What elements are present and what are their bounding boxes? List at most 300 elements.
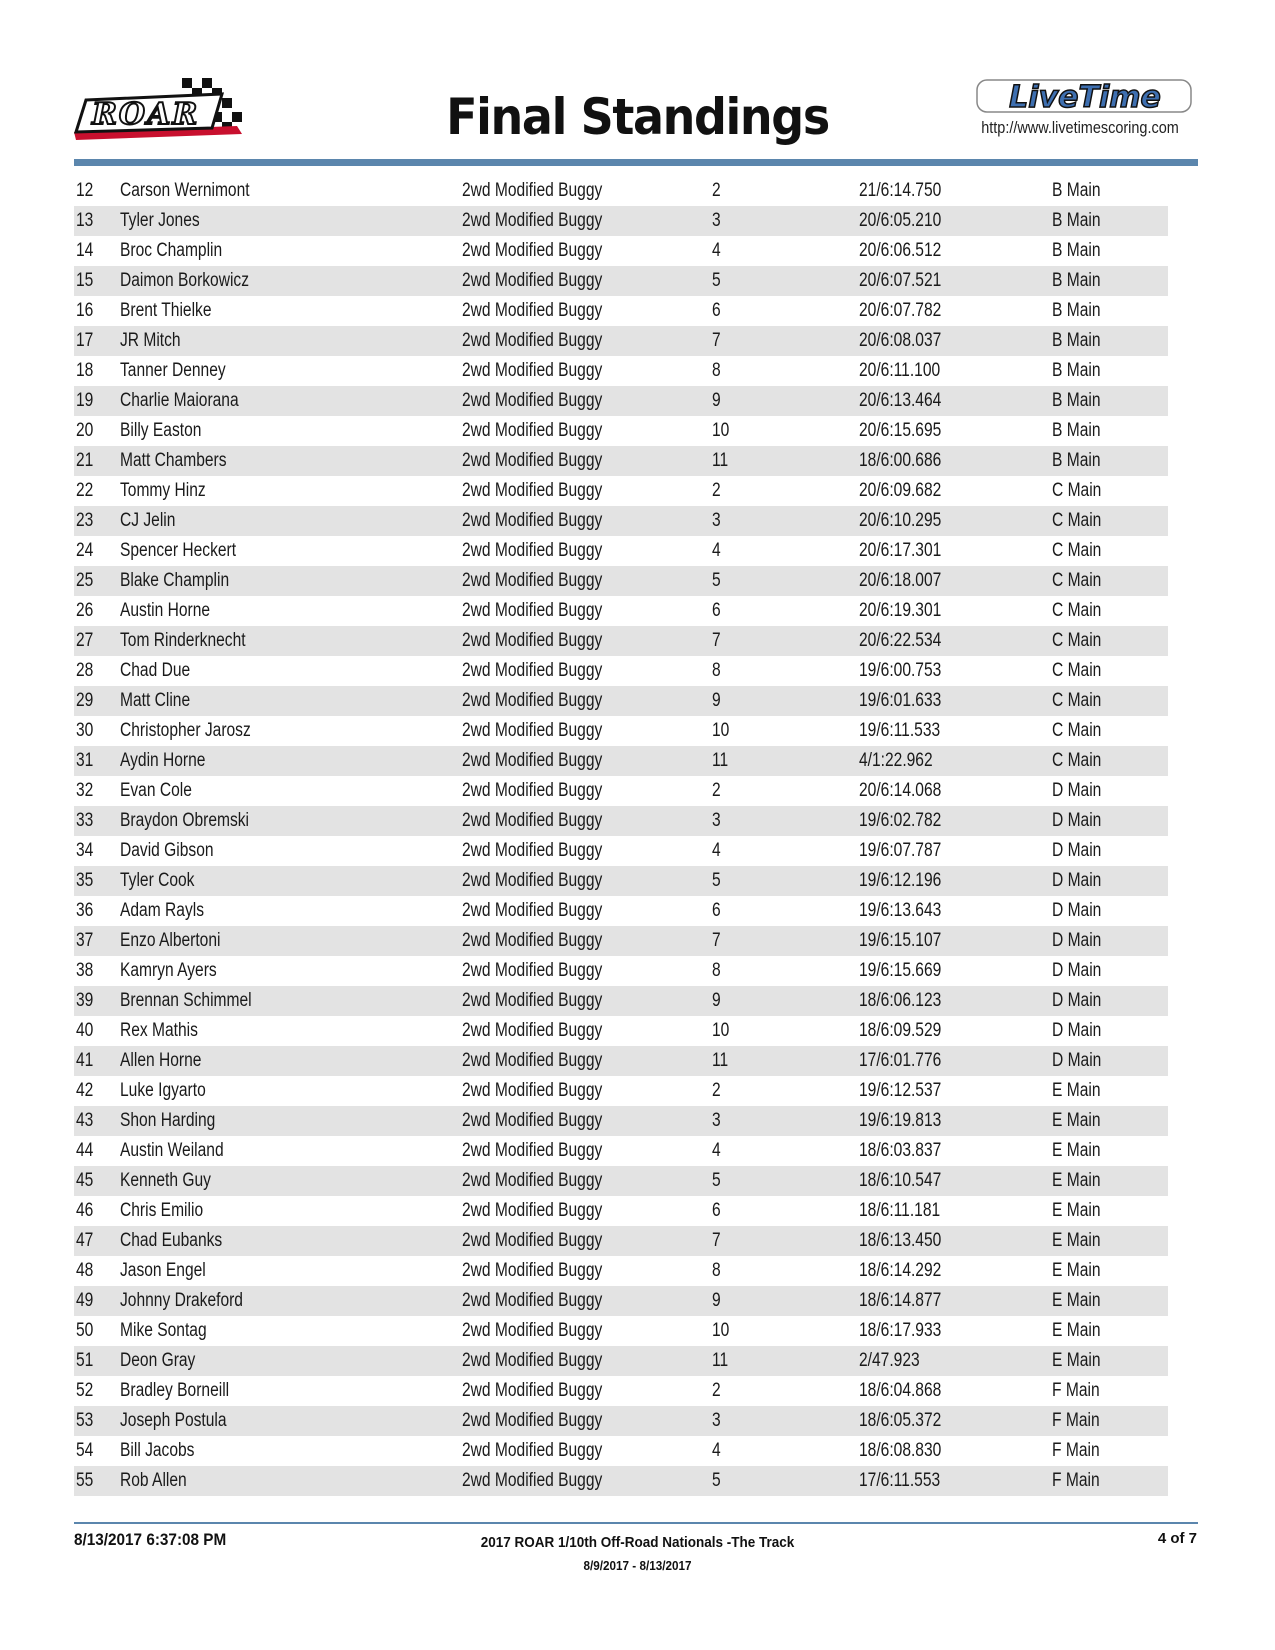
table-row xyxy=(74,1346,1168,1376)
main-cell: E Main xyxy=(1052,1320,1101,1341)
driver-name-cell: Adam Rayls xyxy=(120,900,204,921)
result-cell: 20/6:13.464 xyxy=(859,390,942,411)
table-row xyxy=(74,446,1168,476)
position-cell: 28 xyxy=(76,660,94,681)
result-cell: 18/6:09.529 xyxy=(859,1020,942,1041)
main-cell: D Main xyxy=(1052,900,1102,921)
position-cell: 52 xyxy=(76,1380,94,1401)
result-cell: 20/6:22.534 xyxy=(859,630,942,651)
heat-position-cell: 3 xyxy=(712,1410,721,1431)
table-row xyxy=(74,986,1168,1016)
class-cell: 2wd Modified Buggy xyxy=(462,690,603,711)
heat-position-cell: 5 xyxy=(712,1170,721,1191)
table-row xyxy=(74,356,1168,386)
driver-name-cell: Aydin Horne xyxy=(120,750,206,771)
heat-position-cell: 7 xyxy=(712,630,721,651)
heat-position-cell: 6 xyxy=(712,300,721,321)
driver-name-cell: Tom Rinderknecht xyxy=(120,630,246,651)
driver-name-cell: Chad Due xyxy=(120,660,191,681)
position-cell: 54 xyxy=(76,1440,94,1461)
heat-position-cell: 3 xyxy=(712,1110,721,1131)
position-cell: 23 xyxy=(76,510,94,531)
table-row xyxy=(74,1166,1168,1196)
driver-name-cell: David Gibson xyxy=(120,840,214,861)
class-cell: 2wd Modified Buggy xyxy=(462,1020,603,1041)
heat-position-cell: 10 xyxy=(712,720,730,741)
heat-position-cell: 11 xyxy=(712,450,729,471)
heat-position-cell: 4 xyxy=(712,1140,721,1161)
class-cell: 2wd Modified Buggy xyxy=(462,600,603,621)
driver-name-cell: Matt Chambers xyxy=(120,450,227,471)
position-cell: 49 xyxy=(76,1290,94,1311)
table-row xyxy=(74,266,1168,296)
table-row xyxy=(74,1316,1168,1346)
heat-position-cell: 9 xyxy=(712,390,721,411)
position-cell: 33 xyxy=(76,810,94,831)
result-cell: 4/1:22.962 xyxy=(859,750,933,771)
livetime-url[interactable]: http://www.livetimescoring.com xyxy=(981,118,1179,137)
result-cell: 18/6:14.877 xyxy=(859,1290,942,1311)
heat-position-cell: 2 xyxy=(712,780,721,801)
table-row xyxy=(74,1136,1168,1166)
position-cell: 31 xyxy=(76,750,94,771)
main-cell: B Main xyxy=(1052,180,1101,201)
heat-position-cell: 5 xyxy=(712,870,721,891)
heat-position-cell: 7 xyxy=(712,1230,721,1251)
driver-name-cell: Chris Emilio xyxy=(120,1200,204,1221)
table-row xyxy=(74,296,1168,326)
driver-name-cell: Blake Champlin xyxy=(120,570,230,591)
main-cell: D Main xyxy=(1052,990,1102,1011)
heat-position-cell: 2 xyxy=(712,480,721,501)
position-cell: 13 xyxy=(76,210,94,231)
driver-name-cell: Tyler Cook xyxy=(120,870,195,891)
table-row xyxy=(74,236,1168,266)
result-cell: 19/6:11.533 xyxy=(859,720,941,741)
driver-name-cell: Shon Harding xyxy=(120,1110,216,1131)
class-cell: 2wd Modified Buggy xyxy=(462,390,603,411)
main-cell: C Main xyxy=(1052,480,1102,501)
heat-position-cell: 6 xyxy=(712,600,721,621)
class-cell: 2wd Modified Buggy xyxy=(462,1230,603,1251)
heat-position-cell: 9 xyxy=(712,690,721,711)
result-cell: 19/6:12.196 xyxy=(859,870,942,891)
heat-position-cell: 3 xyxy=(712,210,721,231)
position-cell: 36 xyxy=(76,900,94,921)
heat-position-cell: 9 xyxy=(712,990,721,1011)
table-row xyxy=(74,1196,1168,1226)
roar-logo-text: ROAR xyxy=(92,97,200,132)
result-cell: 21/6:14.750 xyxy=(859,180,942,201)
driver-name-cell: Brennan Schimmel xyxy=(120,990,252,1011)
table-row xyxy=(74,596,1168,626)
main-cell: C Main xyxy=(1052,510,1102,531)
class-cell: 2wd Modified Buggy xyxy=(462,1140,603,1161)
class-cell: 2wd Modified Buggy xyxy=(462,450,603,471)
result-cell: 20/6:07.521 xyxy=(859,270,942,291)
main-cell: B Main xyxy=(1052,420,1101,441)
position-cell: 42 xyxy=(76,1080,94,1101)
class-cell: 2wd Modified Buggy xyxy=(462,1440,603,1461)
table-row xyxy=(74,746,1168,776)
standings-table xyxy=(74,176,1168,1496)
driver-name-cell: Carson Wernimont xyxy=(120,180,250,201)
position-cell: 22 xyxy=(76,480,94,501)
driver-name-cell: Christopher Jarosz xyxy=(120,720,251,741)
table-row xyxy=(74,1106,1168,1136)
driver-name-cell: Evan Cole xyxy=(120,780,192,801)
position-cell: 38 xyxy=(76,960,94,981)
main-cell: E Main xyxy=(1052,1080,1101,1101)
main-cell: B Main xyxy=(1052,270,1101,291)
result-cell: 18/6:13.450 xyxy=(859,1230,942,1251)
heat-position-cell: 5 xyxy=(712,1470,721,1491)
table-row xyxy=(74,1466,1168,1496)
position-cell: 17 xyxy=(76,330,94,351)
heat-position-cell: 10 xyxy=(712,420,730,441)
class-cell: 2wd Modified Buggy xyxy=(462,480,603,501)
result-cell: 20/6:15.695 xyxy=(859,420,942,441)
livetime-logo xyxy=(975,76,1195,116)
result-cell: 20/6:17.301 xyxy=(859,540,942,561)
class-cell: 2wd Modified Buggy xyxy=(462,420,603,441)
heat-position-cell: 4 xyxy=(712,840,721,861)
result-cell: 18/6:05.372 xyxy=(859,1410,942,1431)
main-cell: E Main xyxy=(1052,1110,1101,1131)
driver-name-cell: Braydon Obremski xyxy=(120,810,250,831)
class-cell: 2wd Modified Buggy xyxy=(462,1110,603,1131)
table-row xyxy=(74,836,1168,866)
position-cell: 29 xyxy=(76,690,94,711)
class-cell: 2wd Modified Buggy xyxy=(462,630,603,651)
class-cell: 2wd Modified Buggy xyxy=(462,810,603,831)
main-cell: B Main xyxy=(1052,300,1101,321)
table-row xyxy=(74,686,1168,716)
driver-name-cell: Austin Horne xyxy=(120,600,211,621)
class-cell: 2wd Modified Buggy xyxy=(462,270,603,291)
heat-position-cell: 6 xyxy=(712,1200,721,1221)
class-cell: 2wd Modified Buggy xyxy=(462,1200,603,1221)
heat-position-cell: 8 xyxy=(712,960,721,981)
class-cell: 2wd Modified Buggy xyxy=(462,360,603,381)
driver-name-cell: Daimon Borkowicz xyxy=(120,270,250,291)
main-cell: B Main xyxy=(1052,450,1101,471)
main-cell: C Main xyxy=(1052,570,1102,591)
result-cell: 19/6:15.107 xyxy=(859,930,942,951)
class-cell: 2wd Modified Buggy xyxy=(462,1260,603,1281)
driver-name-cell: Bradley Borneill xyxy=(120,1380,230,1401)
table-row xyxy=(74,806,1168,836)
class-cell: 2wd Modified Buggy xyxy=(462,1290,603,1311)
page-number: 4 of 7 xyxy=(1157,1530,1197,1547)
position-cell: 55 xyxy=(76,1470,94,1491)
main-cell: F Main xyxy=(1052,1410,1100,1431)
class-cell: 2wd Modified Buggy xyxy=(462,1350,603,1371)
class-cell: 2wd Modified Buggy xyxy=(462,330,603,351)
result-cell: 19/6:15.669 xyxy=(859,960,942,981)
heat-position-cell: 7 xyxy=(712,330,721,351)
position-cell: 25 xyxy=(76,570,94,591)
heat-position-cell: 7 xyxy=(712,930,721,951)
class-cell: 2wd Modified Buggy xyxy=(462,720,603,741)
result-cell: 19/6:02.782 xyxy=(859,810,942,831)
heat-position-cell: 4 xyxy=(712,540,721,561)
result-cell: 20/6:19.301 xyxy=(859,600,942,621)
position-cell: 45 xyxy=(76,1170,94,1191)
heat-position-cell: 10 xyxy=(712,1320,730,1341)
main-cell: F Main xyxy=(1052,1470,1100,1491)
class-cell: 2wd Modified Buggy xyxy=(462,990,603,1011)
class-cell: 2wd Modified Buggy xyxy=(462,210,603,231)
result-cell: 18/6:04.868 xyxy=(859,1380,942,1401)
table-row xyxy=(74,716,1168,746)
heat-position-cell: 5 xyxy=(712,570,721,591)
table-row xyxy=(74,866,1168,896)
heat-position-cell: 8 xyxy=(712,660,721,681)
table-row xyxy=(74,896,1168,926)
position-cell: 48 xyxy=(76,1260,94,1281)
main-cell: B Main xyxy=(1052,330,1101,351)
driver-name-cell: Charlie Maiorana xyxy=(120,390,239,411)
main-cell: E Main xyxy=(1052,1290,1101,1311)
main-cell: E Main xyxy=(1052,1230,1101,1251)
table-row xyxy=(74,1406,1168,1436)
driver-name-cell: Tanner Denney xyxy=(120,360,226,381)
class-cell: 2wd Modified Buggy xyxy=(462,240,603,261)
heat-position-cell: 8 xyxy=(712,1260,721,1281)
class-cell: 2wd Modified Buggy xyxy=(462,300,603,321)
driver-name-cell: Kamryn Ayers xyxy=(120,960,217,981)
driver-name-cell: Chad Eubanks xyxy=(120,1230,223,1251)
main-cell: E Main xyxy=(1052,1200,1101,1221)
result-cell: 20/6:11.100 xyxy=(859,360,941,381)
position-cell: 12 xyxy=(76,180,94,201)
result-cell: 18/6:14.292 xyxy=(859,1260,942,1281)
class-cell: 2wd Modified Buggy xyxy=(462,840,603,861)
class-cell: 2wd Modified Buggy xyxy=(462,960,603,981)
heat-position-cell: 3 xyxy=(712,810,721,831)
result-cell: 17/6:01.776 xyxy=(859,1050,942,1071)
main-cell: F Main xyxy=(1052,1440,1100,1461)
printed-timestamp: 8/13/2017 6:37:08 PM xyxy=(74,1530,227,1549)
driver-name-cell: Deon Gray xyxy=(120,1350,196,1371)
heat-position-cell: 11 xyxy=(712,750,729,771)
main-cell: D Main xyxy=(1052,930,1102,951)
table-row xyxy=(74,1046,1168,1076)
heat-position-cell: 8 xyxy=(712,360,721,381)
result-cell: 20/6:14.068 xyxy=(859,780,942,801)
table-row xyxy=(74,416,1168,446)
position-cell: 27 xyxy=(76,630,94,651)
table-row xyxy=(74,176,1168,206)
driver-name-cell: Spencer Heckert xyxy=(120,540,237,561)
table-row xyxy=(74,1436,1168,1466)
driver-name-cell: Tommy Hinz xyxy=(120,480,206,501)
position-cell: 26 xyxy=(76,600,94,621)
position-cell: 50 xyxy=(76,1320,94,1341)
page-header xyxy=(0,0,1275,170)
header-divider xyxy=(74,159,1198,166)
position-cell: 53 xyxy=(76,1410,94,1431)
event-date-range: 8/9/2017 - 8/13/2017 xyxy=(583,1558,692,1573)
main-cell: C Main xyxy=(1052,540,1102,561)
position-cell: 46 xyxy=(76,1200,94,1221)
table-row xyxy=(74,926,1168,956)
table-row xyxy=(74,1076,1168,1106)
table-row xyxy=(74,206,1168,236)
heat-position-cell: 3 xyxy=(712,510,721,531)
driver-name-cell: Mike Sontag xyxy=(120,1320,207,1341)
table-row xyxy=(74,1226,1168,1256)
driver-name-cell: Allen Horne xyxy=(120,1050,202,1071)
result-cell: 20/6:05.210 xyxy=(859,210,942,231)
heat-position-cell: 10 xyxy=(712,1020,730,1041)
position-cell: 32 xyxy=(76,780,94,801)
class-cell: 2wd Modified Buggy xyxy=(462,540,603,561)
table-row xyxy=(74,656,1168,686)
event-name: 2017 ROAR 1/10th Off-Road Nationals -The Track xyxy=(480,1534,795,1551)
table-row xyxy=(74,506,1168,536)
main-cell: C Main xyxy=(1052,750,1102,771)
position-cell: 37 xyxy=(76,930,94,951)
driver-name-cell: CJ Jelin xyxy=(120,510,176,531)
main-cell: D Main xyxy=(1052,780,1102,801)
result-cell: 20/6:07.782 xyxy=(859,300,942,321)
class-cell: 2wd Modified Buggy xyxy=(462,1380,603,1401)
main-cell: E Main xyxy=(1052,1140,1101,1161)
main-cell: E Main xyxy=(1052,1260,1101,1281)
table-row xyxy=(74,386,1168,416)
position-cell: 39 xyxy=(76,990,94,1011)
driver-name-cell: Broc Champlin xyxy=(120,240,223,261)
result-cell: 20/6:09.682 xyxy=(859,480,942,501)
driver-name-cell: Johnny Drakeford xyxy=(120,1290,243,1311)
class-cell: 2wd Modified Buggy xyxy=(462,870,603,891)
driver-name-cell: Rob Allen xyxy=(120,1470,187,1491)
position-cell: 44 xyxy=(76,1140,94,1161)
position-cell: 43 xyxy=(76,1110,94,1131)
table-row xyxy=(74,536,1168,566)
class-cell: 2wd Modified Buggy xyxy=(462,930,603,951)
table-row xyxy=(74,956,1168,986)
heat-position-cell: 9 xyxy=(712,1290,721,1311)
result-cell: 18/6:10.547 xyxy=(859,1170,942,1191)
main-cell: B Main xyxy=(1052,390,1101,411)
page-title: Final Standings xyxy=(446,88,829,146)
result-cell: 2/47.923 xyxy=(859,1350,920,1371)
class-cell: 2wd Modified Buggy xyxy=(462,1050,603,1071)
class-cell: 2wd Modified Buggy xyxy=(462,660,603,681)
footer-divider xyxy=(74,1522,1198,1524)
heat-position-cell: 2 xyxy=(712,1380,721,1401)
driver-name-cell: Austin Weiland xyxy=(120,1140,224,1161)
driver-name-cell: Luke Igyarto xyxy=(120,1080,206,1101)
class-cell: 2wd Modified Buggy xyxy=(462,180,603,201)
main-cell: B Main xyxy=(1052,360,1101,381)
heat-position-cell: 2 xyxy=(712,1080,721,1101)
main-cell: C Main xyxy=(1052,630,1102,651)
position-cell: 41 xyxy=(76,1050,94,1071)
class-cell: 2wd Modified Buggy xyxy=(462,1470,603,1491)
position-cell: 21 xyxy=(76,450,94,471)
main-cell: D Main xyxy=(1052,1050,1102,1071)
result-cell: 20/6:06.512 xyxy=(859,240,942,261)
result-cell: 18/6:11.181 xyxy=(859,1200,941,1221)
main-cell: C Main xyxy=(1052,690,1102,711)
result-cell: 19/6:07.787 xyxy=(859,840,942,861)
result-cell: 20/6:08.037 xyxy=(859,330,942,351)
driver-name-cell: Brent Thielke xyxy=(120,300,212,321)
driver-name-cell: Kenneth Guy xyxy=(120,1170,211,1191)
driver-name-cell: Billy Easton xyxy=(120,420,202,441)
class-cell: 2wd Modified Buggy xyxy=(462,510,603,531)
main-cell: C Main xyxy=(1052,720,1102,741)
position-cell: 14 xyxy=(76,240,94,261)
table-row xyxy=(74,566,1168,596)
heat-position-cell: 6 xyxy=(712,900,721,921)
position-cell: 19 xyxy=(76,390,94,411)
main-cell: E Main xyxy=(1052,1350,1101,1371)
main-cell: B Main xyxy=(1052,210,1101,231)
heat-position-cell: 4 xyxy=(712,1440,721,1461)
result-cell: 19/6:19.813 xyxy=(859,1110,942,1131)
main-cell: D Main xyxy=(1052,840,1102,861)
position-cell: 18 xyxy=(76,360,94,381)
result-cell: 17/6:11.553 xyxy=(859,1470,941,1491)
position-cell: 51 xyxy=(76,1350,94,1371)
main-cell: D Main xyxy=(1052,810,1102,831)
position-cell: 20 xyxy=(76,420,94,441)
class-cell: 2wd Modified Buggy xyxy=(462,1410,603,1431)
table-row xyxy=(74,626,1168,656)
driver-name-cell: Matt Cline xyxy=(120,690,191,711)
table-row xyxy=(74,476,1168,506)
result-cell: 19/6:12.537 xyxy=(859,1080,942,1101)
position-cell: 15 xyxy=(76,270,94,291)
heat-position-cell: 5 xyxy=(712,270,721,291)
main-cell: B Main xyxy=(1052,240,1101,261)
main-cell: D Main xyxy=(1052,960,1102,981)
driver-name-cell: JR Mitch xyxy=(120,330,181,351)
driver-name-cell: Rex Mathis xyxy=(120,1020,198,1041)
position-cell: 40 xyxy=(76,1020,94,1041)
class-cell: 2wd Modified Buggy xyxy=(462,750,603,771)
result-cell: 20/6:18.007 xyxy=(859,570,942,591)
driver-name-cell: Enzo Albertoni xyxy=(120,930,221,951)
position-cell: 47 xyxy=(76,1230,94,1251)
main-cell: C Main xyxy=(1052,600,1102,621)
heat-position-cell: 11 xyxy=(712,1350,729,1371)
position-cell: 34 xyxy=(76,840,94,861)
livetime-logo-text: LiveTime xyxy=(1009,80,1161,115)
result-cell: 18/6:08.830 xyxy=(859,1440,942,1461)
result-cell: 18/6:17.933 xyxy=(859,1320,942,1341)
table-row xyxy=(74,1016,1168,1046)
table-row xyxy=(74,1376,1168,1406)
class-cell: 2wd Modified Buggy xyxy=(462,780,603,801)
driver-name-cell: Bill Jacobs xyxy=(120,1440,195,1461)
result-cell: 19/6:13.643 xyxy=(859,900,942,921)
class-cell: 2wd Modified Buggy xyxy=(462,1320,603,1341)
class-cell: 2wd Modified Buggy xyxy=(462,570,603,591)
result-cell: 18/6:03.837 xyxy=(859,1140,942,1161)
main-cell: C Main xyxy=(1052,660,1102,681)
result-cell: 19/6:01.633 xyxy=(859,690,942,711)
class-cell: 2wd Modified Buggy xyxy=(462,900,603,921)
result-cell: 18/6:00.686 xyxy=(859,450,942,471)
class-cell: 2wd Modified Buggy xyxy=(462,1080,603,1101)
table-row xyxy=(74,1286,1168,1316)
